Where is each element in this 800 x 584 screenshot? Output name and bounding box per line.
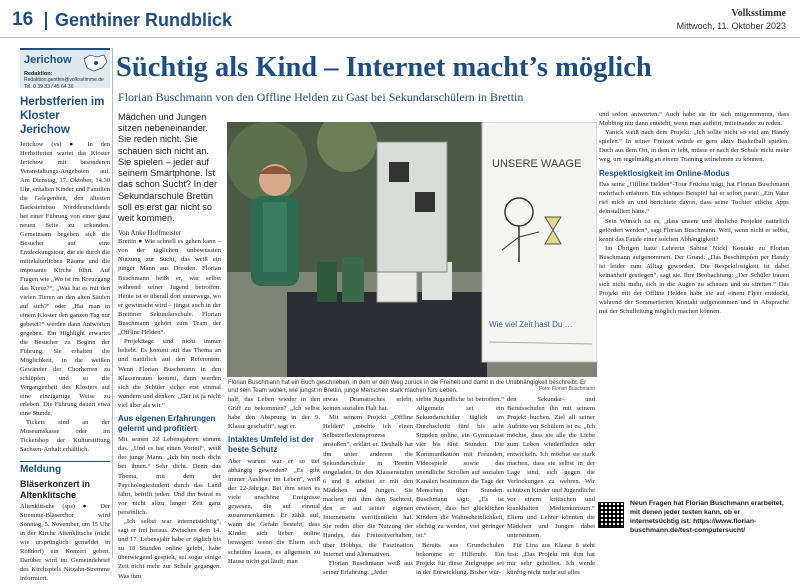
article1-body-2: Tickets sind an der Museumskasse oder im Ticketshop der Kulturstiftung Sachsen-Anhalt erhältlich.	[20, 419, 110, 454]
article-subheading: Aus eigenen Erfahrungen gelernt und profitiert	[118, 413, 216, 433]
qr-code-text: Neun Fragen hat Florian Buschmann erarbeitet, mit denen jeder testen kann, ob er internetsüchtig ist: https://www.florian-buschmann.de/test-computersucht/	[630, 500, 784, 534]
redaktion-phone: Tel. 0 39 33 / 45 64 36	[24, 83, 74, 90]
flipchart-note: Wie viel Zeit hast Du …	[489, 320, 573, 329]
article-intro: Mädchen und Jungen sitzen nebeneinander. Sie reden nicht. Sie schauen sich nicht an. Sie spielen – jeder auf seinem Smartphone. Ist das schon Sucht? In der Sekundarschule Brettin soll es erst gar nicht so weit kommen.	[118, 112, 218, 223]
article-text: Das seine „Offline Helden“-Tour Früchte trägt, hat Florian Buschmann mehrfach erfahren. Ein schönes Beispiel hat er sofort parat: „Ein Vater rief mich an und berichtete davon, dass seine Tochter etliche Apps deinstalliert hätte.“	[599, 181, 789, 216]
article-text: Projekttage sind nicht immer beliebt. Es kommt auf das Thema an und natürlich auf den Referenten. Wenn Florian Buschmann in den Klassenraum kommt, dann werden sich die Schüler sicher erst einmal wundern und denken: „Der ist ja nicht viel älter als wir.“	[118, 338, 221, 409]
page-number: 16	[12, 9, 34, 30]
redaktion-contact	[24, 77, 104, 90]
meldung-label: Meldung	[20, 461, 110, 475]
article1-body: Jerichow (vs) ● In den Herbstferien wartet das Kloster Jerichow mit besonderen Veranstaltungs-Angeboten auf. Am Dienstag, 17. Oktober, 14.30 Uhr, erhalten Kinder und Familien die Gelegenheit, den ältesten Backsteinbau Norddeutschlands bei einer Führung von einer ganz neuen Seite zu erkunden. Gemeinsam begeben sich die Besucher auf eine Entdeckungstour, die sie durch die mittelalterlichen Räume und die imposante Kirche führt. Auf Fragen wie „Wo ist im Kreuzgang das Kreuz?“, „Was hat es mit den vielen Tieren an den alten Säulen auf sich?“ oder „Hat man in einem Kloster den ganzen Tag nur gebetet?“ werden dann Antworten gegeben. Ein Highlight erwartet die Besucher zu Beginn der Führung. Sie erhalten die Möglichkeit, in die weißen Gewänder der Chorherren zu schlüpfen und so die Vergangenheit des Klosters auf eine einzigartige Weise zu erleben. Die Führung dauert etwa eine Stunde.	[20, 141, 110, 418]
article-text: Florian Buschmann weiß aus seiner Erfahrung: „Jeder	[323, 559, 413, 576]
article-text: Yanick weiß nach dem Projekt: „Ich sollte nicht so viel am Handy spielen.“ In seiner Freizeit würde er gern aktiv Basketball spielen. Doch aus dem Ort, in dem er lebt, müsse er nach der Schule nicht mehr weg, um regelmäßig an einem Training teilnehmen zu können.	[599, 129, 789, 164]
photo-illustration	[227, 122, 597, 377]
article-photo	[227, 122, 597, 377]
location-box	[20, 48, 110, 88]
newspaper-brand: Volksstimme	[731, 8, 786, 19]
article-text: half, das Leben wieder in den Griff zu bekommen? „Ich selbst habe den Absprung in der 9. Klasse geschafft“, sagt er.	[228, 396, 320, 431]
article-text: Für Lina aus Klasse 8 steht fest: „Das Projekt mit ihm hat mir sehr geholfen. Ich werde künftig nicht mehr auf alles	[507, 541, 595, 576]
article-subheading: Respektlosigkeit im Online-Modus	[599, 168, 730, 178]
qr-code-icon[interactable]	[598, 502, 624, 528]
article1-title: Herbstferien im Kloster Jerichow	[20, 96, 105, 136]
section-title: Genthiner Rundblick	[55, 10, 233, 30]
article-text: „Ich selbst war internetsüchtig“, sagt er frei heraus. Zwischen dem 14. und 17. Lebensjahr habe er täglich bis zu 18 Stunden online gelebt, habe überwiegend gespielt, sei sogar einige Zeit nicht mehr zur Schule gegangen. Was ihm	[118, 518, 221, 580]
article-subheadline: Florian Buschmann von den Offline Helden zu Gast bei Sekundarschülern in Brettin	[118, 90, 524, 104]
article-column-2	[228, 395, 320, 566]
article-text: Mit seinen 22 Lebensjahren stimmt das. „Und es hat einen Vorteil“, weiß der junge Mann. „Ich bin noch dicht bei ihnen.“ Sehr dicht. Denn das Thema, mit dem der Psychologiestudent durch das Land fährt, betrifft jeden. Und ihn betraf es vor nicht allzu langer Zeit ganz persönlich.	[118, 436, 221, 516]
column-divider	[112, 48, 113, 558]
article-text: Bereits aus Grundschulen bekomme er Hilferufe. Ein Projekt für diese Zielgruppe sei in der Entwicklung. Bisher wür-	[416, 541, 504, 576]
article-text: den Sekundar- und Berufsschulen ihn mit seinem Projekt buchen. Ziel all seiner Aufritte vor Schülern ist es: „Ich möchte, dass sie alle die Liebe zum Leben wiederfinden oder entwickeln. Ich möchte sie stark machen, dass sie selbst in der Lage sind, sich gegen die Verlockungen zu wehren. Wir schützen Kinder und Jugendliche vor einem kritischen und krankhaften Medienkonsum.“ Eltern und Lehrer könnten die Mädchen und Jungen dabei unterstützen.	[507, 396, 595, 540]
article2-body: Altenklitsche (sps) ● Der Stremme-Bläserchor wird Sonntag, 5. November, um 15 Uhr in der Kirche Altenklitsche (nicht wie ursprünglich gemeldet in Roßdorf) ein Konzert geben. Darüber wird im Gemeindebrief des Kirchspiels Nitzahn-Stremme informiert.	[20, 502, 110, 582]
issue-date: Mittwoch, 11. Oktober 2023	[676, 21, 786, 31]
qr-code-box	[598, 500, 788, 552]
article-text: etwas Dramatisches erlebt, keinen sozialen Halt hat.	[323, 396, 413, 413]
article-text: Aber warum war er so tief abhängig geworden? „Es gibt immer Auslöser im Leben“, weiß der 22-Jährige. Bei ihm seien es viele unschöne Ereignisse gewesen, die auf einmal zusammenkamen. Er zählt auf, wann die Gefahr besteht, dass Kinder sich lieber online bewegen: wenn die Eltern sich scheiden lassen, es allgemein zu Hause nicht gut läuft, man	[228, 457, 320, 565]
article-text: und sofort antworten.“ Auch habe sie für sich mitgenommen, dass Mobbing nur dann entsteht, wenn man aufhört, miteinander zu reden.	[599, 111, 789, 128]
redaktion-email: Redaktion.genthin@volksstimme.de	[24, 77, 104, 83]
region-map-icon	[82, 53, 108, 73]
article-column-4	[416, 395, 504, 577]
redaktion-label: Redaktion:	[24, 71, 53, 77]
article-text: siebte Jugendliche ist betroffen.“ Allgemein sei ein Sekundarschüler täglich im Durchschnitt fünf bis acht Stunden online, ein Gymnasiast vier bis fünf Stunden. Die Kommunikation mit Freunden, Videospiele sowie das unendliche Scrollen auf sozialen Kanälen bestimmen die Tage der Menschen über Stunden. Buschmann sagt: „Es ist erwiesen, dass bei glücklichen Kindern die Wahrscheinlichkeit, süchtig zu werden, viel geringer ist.“	[416, 396, 504, 540]
sidebar-column	[20, 48, 110, 584]
photo-credit: Foto: Florian Buschmann	[539, 386, 595, 392]
location-name: Jerichow	[24, 54, 72, 66]
article-subheading: Intaktes Umfeld ist der beste Schutz	[228, 435, 314, 454]
article-byline: Von Anke Hoffmeister	[118, 229, 182, 238]
article2-title: Bläserkonzert in Altenklitsche	[20, 479, 91, 501]
article-column-1	[118, 112, 221, 581]
article-text: Im Übrigen hatte Lehrerin Sabine Nickl Kontakt zu Florian Buschmann aufgenommen. Der Grund: „Das Beschimpfen per Handy ist leider zum Alltag geworden. Die Respektlosigkeit ist dabei keinanheit gestiegen“, sagt sie. Ihre Beobachtung: „Der Schüler trauen sich nicht mehr, sich in die Augen zu schauen und zu streiten.“ Das Projekt mit der Offline Helden habe sie auf einem Flyer entdeckt, während der Sommerferien Kontakt aufgenommen und in Absprache mit der Schulleitung möglich machen können.	[599, 244, 789, 316]
article-text: Mit seinem Projekt „Offline Helden“ „möchte ich einen Selbstreflexionsprozess anstoßen“, erklärt er. Deshalb hat ihn unter anderem die Sekundarschule in Brettin eingeladen. In den Klassenstufen 6 und 8 arbeitet er mit den Mädchen und Jungen. Sie machen mit ihm den Sachtest, den er auf seiner eigenen Internetseite veröffentlicht hat. Sie reden über die Nutzung der Handys, das Freizeitverhalten, über Hobbys, die Faszination Internet und Alternativen.	[323, 414, 413, 558]
article-text: Sein Wunsch ist es, „dass unsere und ähnliche Projekte natürlich gefördert werden“, sagt Florian Buschmann. Weil, wenn nicht er selbst, kennt das Fatale einer solchen Abhängigkeit?	[599, 217, 789, 243]
article-column-6	[599, 110, 789, 317]
page-header	[0, 0, 800, 38]
photo-caption: Florian Buschmann hat ein Buch geschrieben, in dem er den Weg zurück in die Freiheit und damit in die Unabhängigkeit beschreibt. Er und sein Team wollen, wie jüngst in Brettin, junge Menschen stark machen fürs Leben.	[228, 380, 587, 395]
flipchart-title: UNSERE WAAGE	[492, 158, 582, 170]
article-text: Brettin ● Wie schnell es gehen kann – von der täglichen unbewussten Nutzung zur Sucht, das weiß ein junger Mann aus Dresden. Florian Buschmann heißt er, war selbst während seiner Jugend betroffen. Heute ist er überall dort unterwegs, wo er gewünscht wird – jüngst auch in der Brettiner Sekundarschule. Florian Buschmann gehört zum Team der „Offline Helden“.	[118, 238, 221, 337]
header-divider	[45, 12, 47, 30]
article-column-5	[507, 395, 595, 577]
article-column-3	[323, 395, 413, 577]
article-headline: Süchtig als Kind – Internet macht’s möglich	[116, 52, 652, 83]
